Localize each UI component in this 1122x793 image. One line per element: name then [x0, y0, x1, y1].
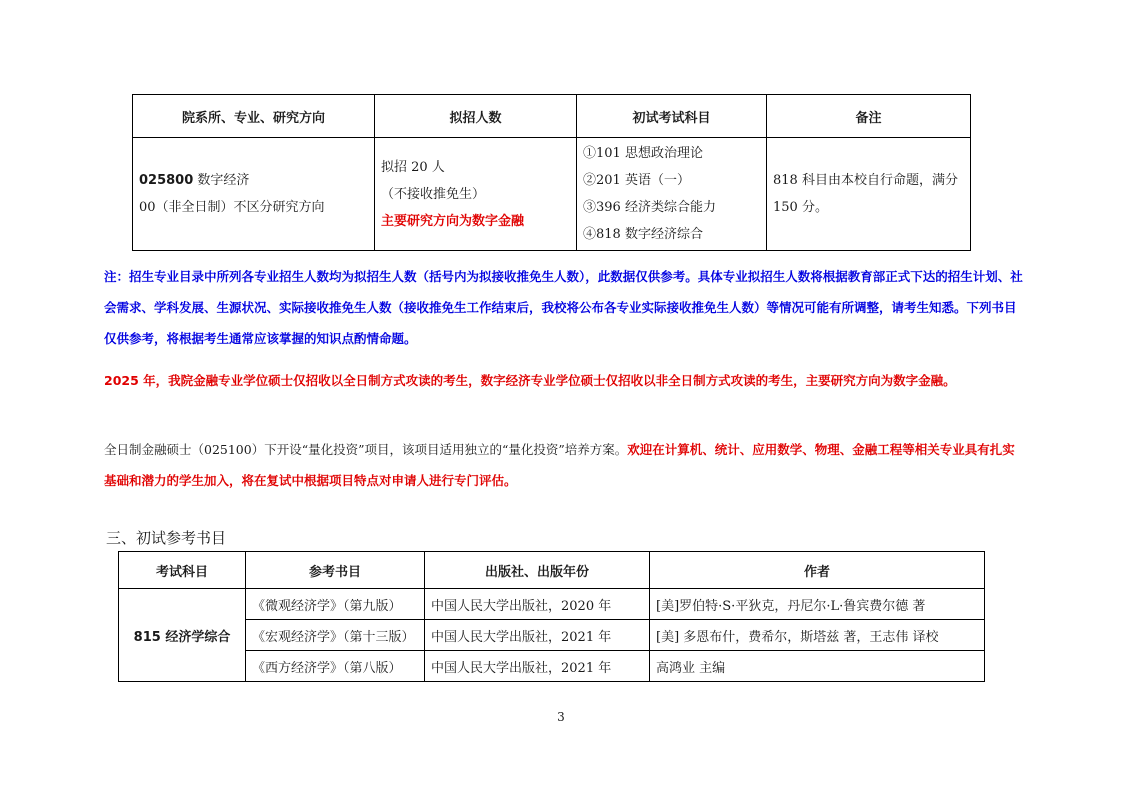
note-quant-plain: 全日制金融硕士（025100）下开设“量化投资”项目，该项目适用独立的“量化投资”培养方案。 — [104, 442, 628, 457]
book-author: 高鸿业 主编 — [650, 651, 985, 682]
enrollment-direction-note: 主要研究方向为数字金融 — [381, 213, 525, 229]
remark-cell: 818 科目由本校自行命题，满分 150 分。 — [767, 138, 971, 251]
book-title: 《微观经济学》（第九版） — [246, 589, 425, 620]
note-2025-policy: 2025 年，我院金融专业学位硕士仅招收以全日制方式攻读的考生，数字经济专业学位硕士仅招收以非全日制方式攻读的考生，主要研究方向为数字金融。 — [104, 373, 956, 388]
major-name: 数字经济 — [197, 173, 250, 188]
book-publisher: 中国人民大学出版社，2021 年 — [425, 651, 650, 682]
book-publisher: 中国人民大学出版社，2021 年 — [425, 620, 650, 651]
book-publisher: 中国人民大学出版社，2020 年 — [425, 589, 650, 620]
book-title: 《西方经济学》（第八版） — [246, 651, 425, 682]
header-subject: 考试科目 — [119, 552, 246, 589]
page-number: 3 — [557, 710, 565, 724]
book-title: 《宏观经济学》（第十三版） — [246, 620, 425, 651]
subject-item: ①101 思想政治理论 — [583, 146, 703, 161]
table-row — [119, 620, 985, 651]
enrollment-count: 拟招 20 人 — [381, 159, 445, 175]
reference-table-header — [119, 552, 985, 589]
enrollment-note: （不接收推免生） — [381, 186, 486, 202]
enrollment-table-header — [133, 95, 971, 138]
subject-item: ③396 经济类综合能力 — [583, 200, 716, 215]
table-row — [119, 589, 985, 620]
header-exam-subjects: 初试考试科目 — [577, 95, 767, 138]
book-author: [美]罗伯特·S·平狄克，丹尼尔·L·鲁宾费尔德 著 — [650, 589, 985, 620]
header-enrollment: 拟招人数 — [375, 95, 577, 138]
subjects-cell — [577, 138, 767, 251]
note-quant-red: 欢迎在计算机、统计、应用数学、物理、金融工程等相关专业具有扎实基础和潜力的学生加入，将在复试中根据项目特点对申请人进行专门评估。 — [104, 442, 1015, 488]
header-author: 作者 — [650, 552, 985, 589]
header-book: 参考书目 — [246, 552, 425, 589]
header-publisher: 出版社、出版年份 — [425, 552, 650, 589]
note-quant-program — [104, 434, 1026, 496]
book-author: [美] 多恩布什，费希尔，斯塔兹 著，王志伟 译校 — [650, 620, 985, 651]
subject-item: ④818 数字经济综合 — [583, 227, 703, 242]
note-text: 注：招生专业目录中所列各专业招生人数均为拟招生人数（括号内为拟接收推免生人数），此数据仅供参考。具体专业拟招生人数将根据教育部正式下达的招生计划、社会需求、学科发展、生源状况、实际接收推免生人数（接收推免生工作结束后，我校将公布各专业实际接收推免生人数）等情况可能有所调整，请考生知悉。下列书目仅供参考，将根据考生通常应该掌握的知识点酌情命题。 — [104, 269, 1023, 346]
subject-item: ②201 英语（一） — [583, 173, 690, 188]
major-cell — [133, 138, 375, 251]
header-department: 院系所、专业、研究方向 — [133, 95, 375, 138]
section-title: 三、初试参考书目 — [106, 529, 227, 547]
reference-books-table — [118, 551, 985, 682]
table-row — [119, 651, 985, 682]
note-enrollment-disclaimer — [104, 261, 1026, 354]
enrollment-cell — [375, 138, 577, 251]
subject-name: 815 经济学综合 — [119, 589, 246, 682]
header-remark: 备注 — [767, 95, 971, 138]
research-direction: 00（非全日制）不区分研究方向 — [139, 200, 325, 215]
major-code: 025800 — [139, 173, 194, 188]
enrollment-table — [132, 94, 971, 251]
table-row — [133, 138, 971, 251]
